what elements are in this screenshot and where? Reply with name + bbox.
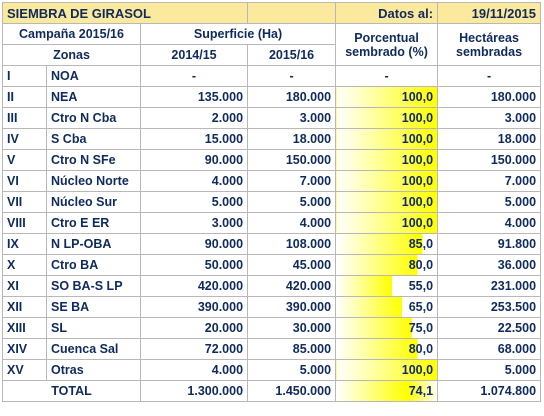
hectares-sown: 150.000 [438, 150, 541, 171]
percent-sown-bar: 100,0 [336, 129, 438, 150]
header-row-1 [3, 24, 541, 45]
zone-code: VI [3, 171, 47, 192]
surface-2015-16: 45.000 [248, 255, 336, 276]
campaign-header: Campaña 2015/16 [3, 24, 141, 45]
surface-2015-16: 420.000 [248, 276, 336, 297]
percent-sown-bar: 65,0 [336, 297, 438, 318]
surface-2014-15: 3.000 [141, 213, 248, 234]
surface-2014-15: 2.000 [141, 108, 248, 129]
total-surface-2014-15: 1.300.000 [141, 381, 248, 402]
zone-name: Cuenca Sal [47, 339, 141, 360]
hectares-header-line2: sembradas [456, 44, 523, 59]
zone-code: XIII [3, 318, 47, 339]
hectares-sown: 68.000 [438, 339, 541, 360]
surface-2014-15: 4.000 [141, 171, 248, 192]
surface-2015-16: 7.000 [248, 171, 336, 192]
table-row [3, 213, 541, 234]
table-row [3, 87, 541, 108]
table-row [3, 318, 541, 339]
total-surface-2015-16: 1.450.000 [248, 381, 336, 402]
hectares-sown: - [438, 66, 541, 87]
hectares-sown: 22.500 [438, 318, 541, 339]
surface-2015-16: 5.000 [248, 192, 336, 213]
zone-code: XII [3, 297, 47, 318]
zone-name: Ctro N Cba [47, 108, 141, 129]
percent-header-line2: sembrado (%) [345, 44, 428, 59]
hectares-sown: 7.000 [438, 171, 541, 192]
table-row [3, 255, 541, 276]
surface-2015-16: 5.000 [248, 360, 336, 381]
table-row [3, 297, 541, 318]
surface-2015-16: 108.000 [248, 234, 336, 255]
surface-2015-16: 150.000 [248, 150, 336, 171]
percent-sown-bar: 80,0 [336, 339, 438, 360]
date-value: 19/11/2015 [438, 3, 541, 24]
surface-2015-16: - [248, 66, 336, 87]
percent-sown-bar: - [336, 66, 438, 87]
table-row [3, 276, 541, 297]
zone-code: II [3, 87, 47, 108]
zone-code: I [3, 66, 47, 87]
zone-code: IV [3, 129, 47, 150]
surface-2015-16: 18.000 [248, 129, 336, 150]
surface-2014-15: 4.000 [141, 360, 248, 381]
zone-name: Ctro E ER [47, 213, 141, 234]
zone-name: Ctro N SFe [47, 150, 141, 171]
percent-sown-bar: 80,0 [336, 255, 438, 276]
surface-2015-16: 390.000 [248, 297, 336, 318]
table-row [3, 339, 541, 360]
surface-2014-15: 50.000 [141, 255, 248, 276]
zone-code: XIV [3, 339, 47, 360]
surface-2014-15: 90.000 [141, 150, 248, 171]
percent-sown-bar: 85,0 [336, 234, 438, 255]
percent-header [336, 24, 438, 66]
percent-sown-bar: 100,0 [336, 87, 438, 108]
surface-2014-15: 390.000 [141, 297, 248, 318]
surface-2014-15: 135.000 [141, 87, 248, 108]
total-label: TOTAL [3, 381, 141, 402]
hectares-sown: 36.000 [438, 255, 541, 276]
zone-name: Otras [47, 360, 141, 381]
zone-code: V [3, 150, 47, 171]
percent-sown-bar: 100,0 [336, 192, 438, 213]
zone-code: IX [3, 234, 47, 255]
percent-sown-bar: 100,0 [336, 360, 438, 381]
hectares-sown: 5.000 [438, 360, 541, 381]
surface-2014-15: 15.000 [141, 129, 248, 150]
surface-header: Superficie (Ha) [141, 24, 336, 45]
table-row [3, 192, 541, 213]
hectares-sown: 253.500 [438, 297, 541, 318]
title-band [3, 3, 541, 24]
sunflower-sowing-table [2, 2, 541, 402]
surface-2015-16: 85.000 [248, 339, 336, 360]
hectares-sown: 231.000 [438, 276, 541, 297]
date-label: Datos al: [336, 3, 438, 24]
hectares-header [438, 24, 541, 66]
zone-name: S Cba [47, 129, 141, 150]
surface-2014-15: 420.000 [141, 276, 248, 297]
table-row [3, 66, 541, 87]
table-row [3, 108, 541, 129]
percent-sown-bar: 100,0 [336, 213, 438, 234]
table-row [3, 360, 541, 381]
percent-sown-bar: 100,0 [336, 171, 438, 192]
total-row [3, 381, 541, 402]
zone-name: SL [47, 318, 141, 339]
surface-2014-15: 20.000 [141, 318, 248, 339]
hectares-sown: 3.000 [438, 108, 541, 129]
total-hectares: 1.074.800 [438, 381, 541, 402]
zone-code: VII [3, 192, 47, 213]
zone-name: Ctro BA [47, 255, 141, 276]
zone-name: SE BA [47, 297, 141, 318]
percent-sown-bar: 55,0 [336, 276, 438, 297]
hectares-sown: 180.000 [438, 87, 541, 108]
zone-code: XI [3, 276, 47, 297]
surface-2015-16: 180.000 [248, 87, 336, 108]
zone-name: NEA [47, 87, 141, 108]
surface-2014-15: - [141, 66, 248, 87]
surface-2014-15: 90.000 [141, 234, 248, 255]
table-row [3, 150, 541, 171]
hectares-sown: 18.000 [438, 129, 541, 150]
surface-2014-15: 72.000 [141, 339, 248, 360]
title-band-spacer [248, 3, 336, 24]
zones-header: Zonas [3, 45, 141, 66]
year-2014-header: 2014/15 [141, 45, 248, 66]
zone-code: X [3, 255, 47, 276]
table-row [3, 129, 541, 150]
percent-sown-bar: 75,0 [336, 318, 438, 339]
percent-sown-bar: 100,0 [336, 150, 438, 171]
total-percent: 74,1 [336, 381, 438, 402]
surface-2015-16: 3.000 [248, 108, 336, 129]
surface-2015-16: 30.000 [248, 318, 336, 339]
surface-2015-16: 4.000 [248, 213, 336, 234]
hectares-sown: 5.000 [438, 192, 541, 213]
hectares-header-line1: Hectáreas [459, 30, 519, 45]
zone-name: NOA [47, 66, 141, 87]
table-row [3, 234, 541, 255]
year-2015-header: 2015/16 [248, 45, 336, 66]
hectares-sown: 91.800 [438, 234, 541, 255]
zone-name: Núcleo Sur [47, 192, 141, 213]
sheet-title: SIEMBRA DE GIRASOL [3, 3, 248, 24]
percent-sown-bar: 100,0 [336, 108, 438, 129]
zone-code: XV [3, 360, 47, 381]
zone-name: SO BA-S LP [47, 276, 141, 297]
zone-code: III [3, 108, 47, 129]
zone-name: N LP-OBA [47, 234, 141, 255]
zone-name: Núcleo Norte [47, 171, 141, 192]
zone-code: VIII [3, 213, 47, 234]
table-row [3, 171, 541, 192]
percent-header-line1: Porcentual [354, 30, 419, 45]
hectares-sown: 4.000 [438, 213, 541, 234]
surface-2014-15: 5.000 [141, 192, 248, 213]
